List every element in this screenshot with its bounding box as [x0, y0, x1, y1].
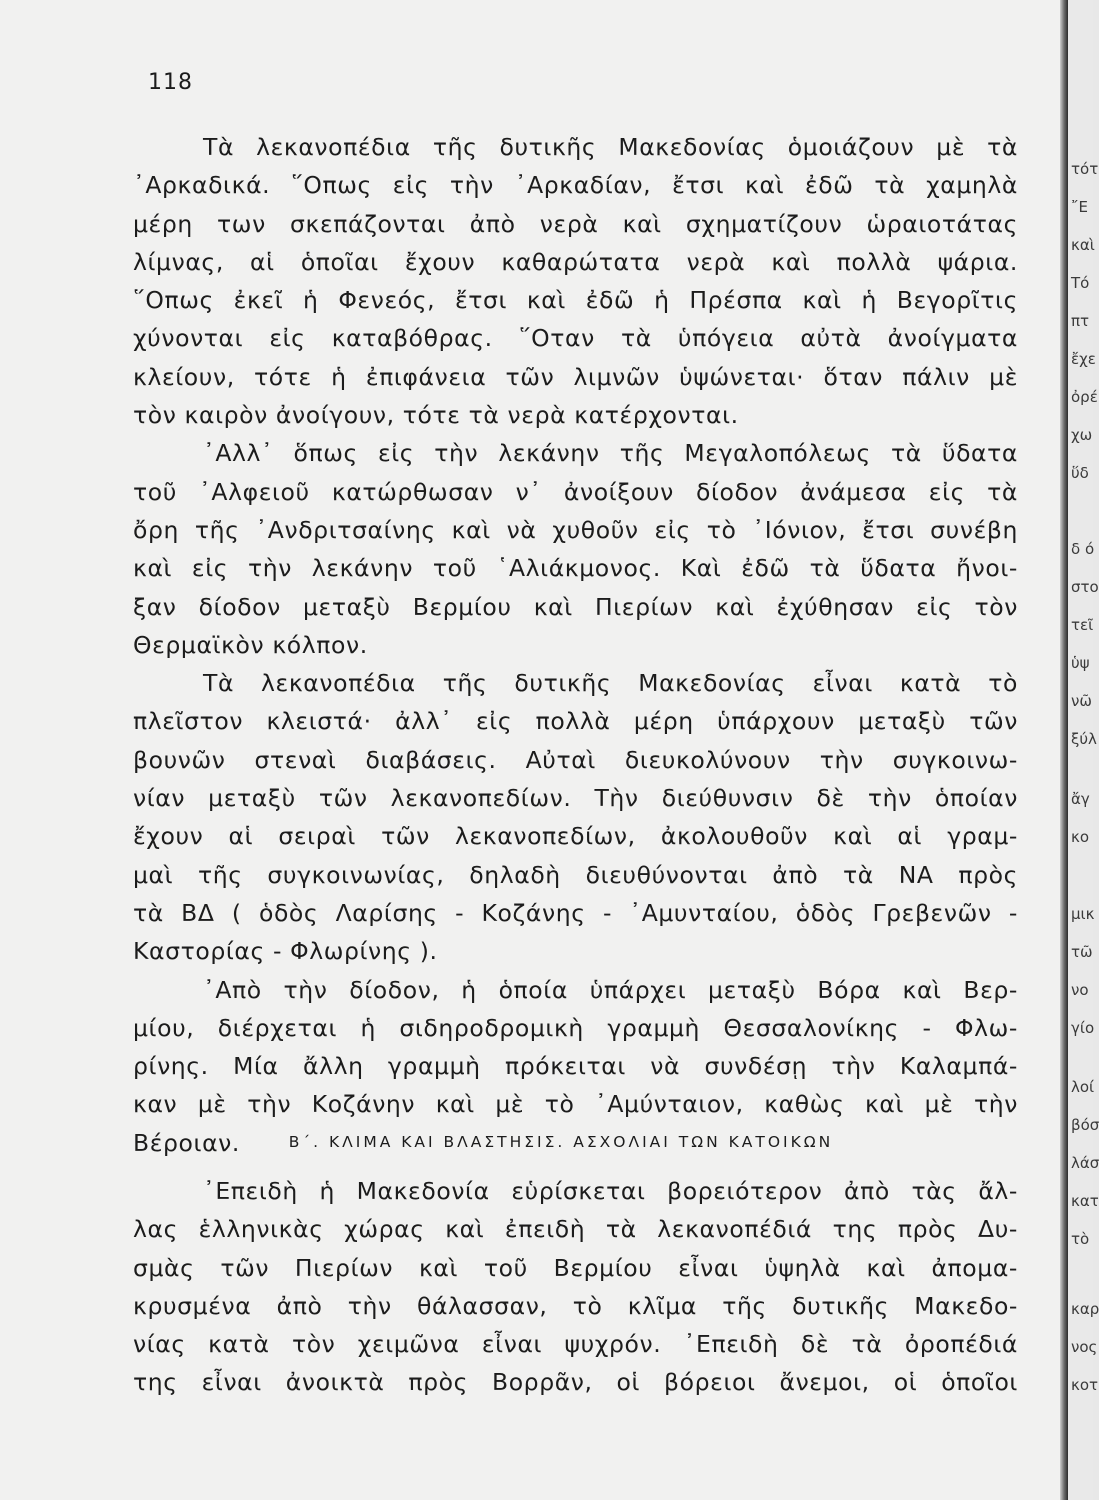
text-line: Βέροιαν. [133, 1128, 240, 1157]
text-line: ρίνης. Μία ἄλλη γραμμὴ πρόκειται νὰ συνδέσῃ τὴν Καλαμπά- [133, 1052, 1018, 1081]
adjacent-fragment: νῶ [1071, 692, 1092, 710]
adjacent-fragment: νος [1071, 1338, 1098, 1356]
text-line: τοῦ ᾿Αλφειοῦ κατώρθωσαν ν᾿ ἀνοίξουν δίοδον ἀνάμεσα εἰς τὰ [133, 477, 1018, 506]
adjacent-fragment: τεῖ [1071, 616, 1094, 634]
adjacent-fragment: λοί [1071, 1078, 1095, 1096]
text-line: μαὶ τῆς συγκοινωνίας, δηλαδὴ διευθύνονται ἀπὸ τὰ ΝΑ πρὸς [133, 860, 1018, 889]
adjacent-fragment: τῶ [1071, 943, 1093, 961]
text-line: κρυσμένα ἀπὸ τὴν θάλασσαν, τὸ κλῖμα τῆς δυτικῆς Μακεδο- [133, 1291, 1018, 1320]
adjacent-fragment: ἔχε [1071, 350, 1096, 368]
adjacent-page-edge [1068, 0, 1099, 1500]
adjacent-fragment: νο [1071, 981, 1089, 999]
book-gutter [1060, 0, 1068, 1500]
text-line: νίαν μεταξὺ τῶν λεκανοπεδίων. Τὴν διεύθυνσιν δὲ τὴν ὁποίαν [133, 784, 1018, 813]
adjacent-fragment: γίο [1071, 1019, 1095, 1037]
text-line: ᾿Απὸ τὴν δίοδον, ἡ ὁποία ὑπάρχει μεταξὺ Βόρα καὶ Βερ- [203, 975, 1018, 1004]
adjacent-fragment: ῎Ε [1071, 198, 1088, 216]
adjacent-fragment: βόσ [1071, 1116, 1099, 1134]
adjacent-fragment: κοτ [1071, 1376, 1099, 1394]
adjacent-fragment: ὕδ [1071, 464, 1089, 482]
adjacent-fragment: ξύλ [1071, 730, 1097, 748]
text-line: ξαν δίοδον μεταξὺ Βερμίου καὶ Πιερίων καὶ ἐχύθησαν εἰς τὸν [133, 592, 1018, 621]
adjacent-fragment: κο [1071, 828, 1090, 846]
section-2-text [133, 1172, 1018, 1402]
adjacent-fragment: καὶ [1071, 236, 1095, 254]
text-line: Καστορίας - Φλωρίνης ). [133, 937, 438, 966]
text-line: κλείουν, τότε ἡ ἐπιφάνεια τῶν λιμνῶν ὑψώνεται· ὅταν πάλιν μὲ [133, 362, 1018, 391]
adjacent-fragment: τὸ [1071, 1230, 1090, 1248]
text-line: ᾿Αλλ᾿ ὅπως εἰς τὴν λεκάνην τῆς Μεγαλοπόλεως τὰ ὕδατα [203, 439, 1018, 468]
section-1-text [133, 128, 1018, 1162]
text-line: Τὰ λεκανοπέδια τῆς δυτικῆς Μακεδονίας εἶναι κατὰ τὸ [203, 669, 1018, 698]
text-line: σμὰς τῶν Πιερίων καὶ τοῦ Βερμίου εἶναι ὑψηλὰ καὶ ἀπομα- [133, 1253, 1018, 1282]
text-line: Τὰ λεκανοπέδια τῆς δυτικῆς Μακεδονίας ὁμοιάζουν μὲ τὰ [203, 133, 1018, 161]
adjacent-fragment: ὑψ [1071, 654, 1090, 672]
text-line: μίου, διέρχεται ἡ σιδηροδρομικὴ γραμμὴ Θεσσαλονίκης - Φλω- [133, 1013, 1018, 1042]
adjacent-fragment: κατ [1071, 1192, 1099, 1210]
adjacent-fragment: μικ [1071, 905, 1095, 923]
text-line: μέρη των σκεπάζονται ἀπὸ νερὰ καὶ σχηματίζουν ὡραιοτάτας [133, 209, 1018, 238]
adjacent-fragment: χω [1071, 426, 1093, 444]
page-number: 118 [148, 70, 193, 95]
text-line: χύνονται εἰς καταβόθρας. ῞Οταν τὰ ὑπόγεια αὐτὰ ἀνοίγματα [133, 324, 1018, 353]
text-line: πλεῖστον κλειστά· ἀλλ᾿ εἰς πολλὰ μέρη ὑπάρχουν μεταξὺ τῶν [133, 707, 1018, 736]
text-line: ἔχουν αἱ σειραὶ τῶν λεκανοπεδίων, ἀκολουθοῦν καὶ αἱ γραμ- [133, 822, 1018, 851]
text-line: λας ἑλληνικὰς χώρας καὶ ἐπειδὴ τὰ λεκανοπέδιά της πρὸς Δυ- [133, 1215, 1018, 1244]
adjacent-fragment: τότ [1071, 160, 1099, 178]
adjacent-fragment: δ ό [1071, 540, 1095, 558]
adjacent-fragment: ὀρέ [1071, 388, 1098, 406]
text-line: ὄρη τῆς ᾿Ανδριτσαίνης καὶ νὰ χυθοῦν εἰς τὸ ᾿Ιόνιον, ἔτσι συνέβη [133, 515, 1018, 544]
text-line: της εἶναι ἀνοικτὰ πρὸς Βορρᾶν, οἱ βόρειοι ἄνεμοι, οἱ ὁποῖοι [133, 1368, 1018, 1397]
text-line: ᾿Αρκαδικά. ῞Οπως εἰς τὴν ᾿Αρκαδίαν, ἔτσι καὶ ἐδῶ τὰ χαμηλὰ [133, 171, 1018, 200]
text-line: Θερμαϊκὸν κόλπον. [133, 630, 368, 659]
adjacent-fragment: στο [1071, 578, 1099, 596]
adjacent-fragment: λάσ [1071, 1154, 1099, 1172]
text-line: τὰ ΒΔ ( ὁδὸς Λαρίσης - Κοζάνης - ᾿Αμυνταίου, ὁδὸς Γρεβενῶν - [133, 898, 1018, 927]
text-line: τὸν καιρὸν ἀνοίγουν, τότε τὰ νερὰ κατέρχονται. [133, 401, 739, 430]
adjacent-fragment: καρ [1071, 1300, 1099, 1318]
section-2-heading: Β΄. ΚΛΙΜΑ ΚΑΙ ΒΛΑΣΤΗΣΙΣ. ΑΣΧΟΛΙΑΙ ΤΩΝ ΚΑΤΟΙΚΩΝ [288, 1133, 834, 1151]
adjacent-fragment: ἄγ [1071, 790, 1090, 808]
text-line: ᾿Επειδὴ ἡ Μακεδονία εὑρίσκεται βορειότερον ἀπὸ τὰς ἄλ- [203, 1177, 1018, 1205]
text-line: λίμνας, αἱ ὁποῖαι ἔχουν καθαρώτατα νερὰ καὶ πολλὰ ψάρια. [133, 247, 1018, 276]
adjacent-fragment: πτ [1071, 312, 1090, 330]
adjacent-fragment: Τό [1071, 274, 1090, 292]
text-line: καὶ εἰς τὴν λεκάνην τοῦ ῾Αλιάκμονος. Καὶ ἐδῶ τὰ ὕδατα ἤνοι- [133, 554, 1018, 583]
text-line: ῞Οπως ἐκεῖ ἡ Φενεός, ἔτσι καὶ ἐδῶ ἡ Πρέσπα καὶ ἡ Βεγορῖτις [133, 286, 1018, 315]
text-line: νίας κατὰ τὸν χειμῶνα εἶναι ψυχρόν. ᾿Επειδὴ δὲ τὰ ὀροπέδιά [133, 1330, 1018, 1359]
text-line: καν μὲ τὴν Κοζάνην καὶ μὲ τὸ ᾿Αμύνταιον, καθὼς καὶ μὲ τὴν [133, 1090, 1018, 1119]
text-line: βουνῶν στεναὶ διαβάσεις. Αὐταὶ διευκολύνουν τὴν συγκοινω- [133, 745, 1018, 774]
